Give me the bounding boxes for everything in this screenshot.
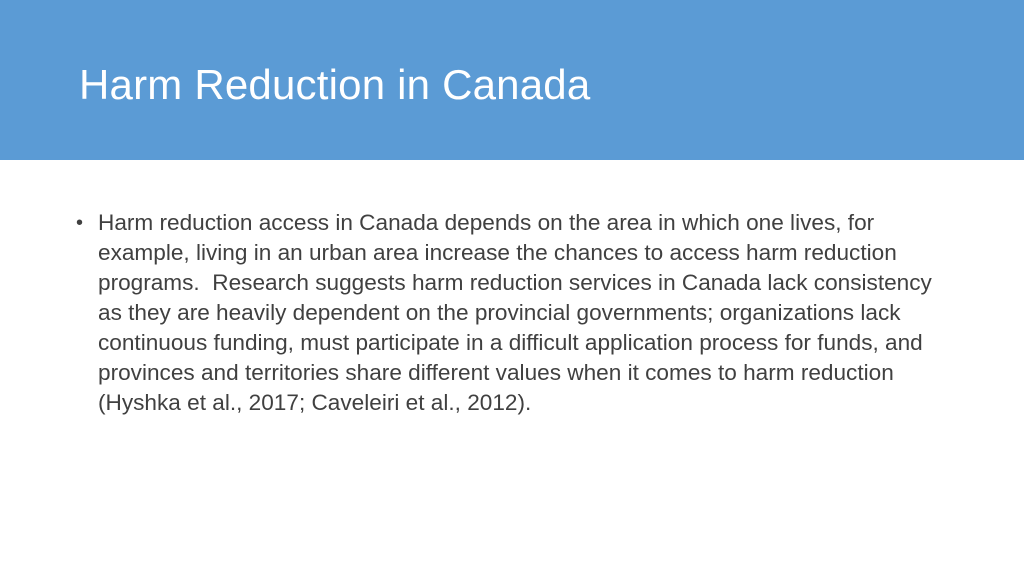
slide-title: Harm Reduction in Canada bbox=[79, 61, 591, 108]
bullet-item bbox=[76, 208, 956, 418]
bullet-list bbox=[76, 208, 956, 418]
title-band bbox=[0, 0, 1024, 160]
bullet-marker: • bbox=[76, 212, 84, 234]
bullet-text: Harm reduction access in Canada depends on the area in which one lives, for example, living in an urban area increase the chances to access harm reduction programs. Research suggests harm reduction services in Canada lack consistency as they are heavily dependent on the provincial governments; organizations lack continuous funding, must participate in a difficult application process for funds, and provinces and territories share different values when it comes to harm reduction (Hyshka et al., 2017; Caveleiri et al., 2012). bbox=[98, 210, 939, 415]
